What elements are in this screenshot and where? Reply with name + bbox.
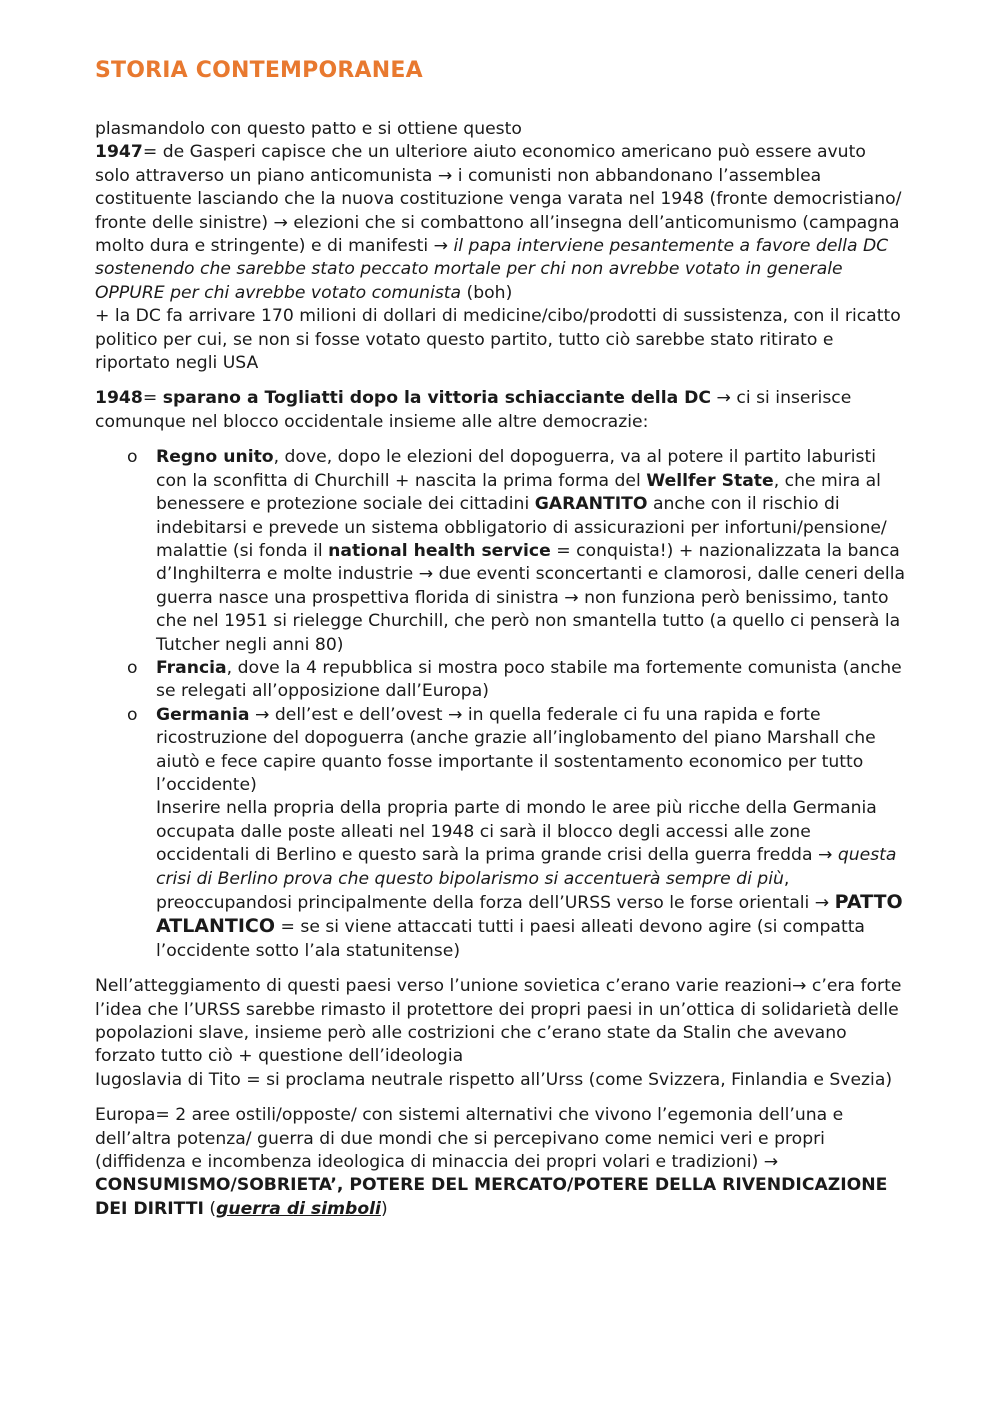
- italic-text: questa crisi di Berlino prova che questo bipolarismo si accentuerà sempre di più: [156, 845, 897, 889]
- text: ci si inserisce comunque nel blocco occidentale insieme alle altre democrazie:: [95, 388, 852, 432]
- paragraph-reazioni: [95, 975, 905, 1092]
- text: in quella federale ci fu una rapida e forte ricostruzione del dopoguerra (anche grazie all’inglobamento del piano Marshall che aiutò e fece capire quanto fosse importante il sostentamento economico per tutto l’occidente): [156, 704, 876, 795]
- text: elezioni che si combattono all’insegna dell’anticomunismo (campagna molto dura e stringente) e di manifesti: [95, 212, 900, 257]
- arrow-icon: →: [716, 388, 731, 409]
- text-block: [156, 797, 905, 963]
- text: Nell’atteggiamento di questi paesi verso l’unione sovietica c’erano varie reazioni: [95, 976, 793, 997]
- list-item-francia: [95, 657, 905, 704]
- bullet-icon: o: [127, 704, 138, 725]
- text: dell’est e dell’ovest: [274, 704, 443, 725]
- paragraph-1948: [95, 387, 905, 434]
- bold-text: national health service: [328, 540, 551, 561]
- text: , dove la 4 repubblica si mostra poco stabile ma fortemente comunista (anche se relegati all’opposizione dall’Europa): [156, 657, 902, 702]
- arrow-icon: →: [564, 587, 579, 608]
- italic-text: il papa interviene pesantemente a favore della DC sostenendo che sarebbe stato peccato mortale per chi non avrebbe votato in generale OPPURE per chi avrebbe votato comunista: [95, 236, 889, 303]
- text: i comunisti non abbandonano l’assemblea costituente lasciando che la nuova costituzione venga varata nel 1948 (fronte democristiano/ fronte delle sinistre): [95, 165, 902, 233]
- document-body: [95, 118, 905, 1233]
- arrow-icon: →: [433, 236, 449, 257]
- arrow-icon: →: [437, 165, 453, 186]
- text: ): [380, 1198, 388, 1219]
- country-list: [95, 446, 905, 963]
- text: =: [142, 388, 163, 409]
- year-1948: 1948: [95, 388, 143, 409]
- bold-text: CONSUMISMO/SOBRIETA’, POTERE DEL MERCATO/POTERE DELLA RIVENDICAZIONE DEI DIRITTI: [95, 1175, 888, 1219]
- arrow-icon: →: [418, 564, 434, 585]
- list-item-germania: [95, 704, 905, 963]
- text: = conquista!) + nazionalizzata la banca d’Inghilterra e molte industrie: [156, 540, 900, 585]
- text: c’era forte l’idea che l’URSS sarebbe rimasto il protettore dei propri paesi in un’ottica di solidarietà delle popolazioni slave, insieme però alle costrizioni che c’erano state da Stalin che avevano forzato tutto ciò + questione dell’ideologia: [95, 976, 902, 1067]
- text: Iugoslavia di Tito = si proclama neutrale rispetto all’Urss (come Svizzera, Finlandia e Svezia): [95, 1069, 893, 1090]
- text: Inserire nella propria della propria parte di mondo le aree più ricche della Germania occupata dalle poste alleati nel 1948 ci sarà il blocco degli accessi alle zone occidentali di Berlino e questo sarà la prima grande crisi della guerra fredda: [156, 798, 877, 866]
- arrow-icon: →: [763, 1152, 779, 1173]
- text: , preoccupandosi principalmente della forza dell’URSS verso le forse orientali: [156, 868, 810, 913]
- bold-text: Wellfer State: [646, 470, 774, 491]
- list-item-regno-unito: [95, 446, 905, 657]
- arrow-icon: →: [817, 845, 833, 866]
- bullet-icon: o: [127, 447, 138, 468]
- italic-text: guerra di simboli: [216, 1198, 381, 1219]
- arrow-icon: →: [254, 704, 270, 725]
- bullet-icon: o: [127, 657, 138, 678]
- text: anche con il rischio di indebitarsi e prevede un sistema obbligatorio di assicurazioni per infortuni/pensione/ malattie (si fonda il: [156, 494, 887, 561]
- intro-line: plasmandolo con questo patto e si ottiene questo: [95, 119, 522, 139]
- bold-italic-underlined-text: [216, 1199, 381, 1219]
- arrow-icon: →: [792, 976, 807, 997]
- text: , che mira al benessere e protezione sociale dei cittadini: [156, 470, 881, 515]
- text: (boh): [466, 282, 513, 303]
- patto-atlantico-heading: PATTO ATLANTICO: [156, 891, 903, 938]
- bold-text: GARANTITO: [534, 494, 648, 515]
- text: non funziona però benissimo, tanto che nel 1951 si rielegge Churchill, che però non smantella tutto (a quello ci penserà la Tutcher negli anni 80): [156, 587, 901, 655]
- bold-text: Regno unito: [156, 447, 274, 468]
- page-title: STORIA CONTEMPORANEA: [95, 58, 423, 83]
- bold-text: Francia: [156, 657, 227, 678]
- text: , dove, dopo le elezioni del dopoguerra, va al potere il partito laburisti con la sconfitta di Churchill + nascita la prima forma del: [156, 447, 876, 491]
- bold-text: Germania: [156, 704, 250, 725]
- text: (: [203, 1198, 217, 1219]
- bold-text: sparano a Togliatti dopo la vittoria schiacciante della DC: [162, 388, 712, 409]
- text: Europa= 2 aree ostili/opposte/ con sistemi alternativi che vivono l’egemonia dell’una e dell’altra potenza/ guerra di due mondi che si percepivano come nemici veri e propri (diffidenza e incombenza ideologica di minaccia dei propri volari e tradizioni): [95, 1105, 844, 1173]
- text: due eventi sconcertanti e clamorosi, dalle ceneri della guerra nasce una prospettiva florida di sinistra: [156, 564, 905, 608]
- paragraph-1947: [95, 118, 905, 375]
- text: = de Gasperi capisce che un ulteriore aiuto economico americano può essere avuto solo attraverso un piano anticomunista: [95, 142, 866, 186]
- year-1947: 1947: [95, 142, 143, 163]
- arrow-icon: →: [814, 893, 830, 913]
- text: = se si viene attaccati tutti i paesi alleati devono agire (si compatta l’occidente sotto l’ala statunitense): [156, 917, 865, 961]
- arrow-icon: →: [273, 212, 288, 233]
- paragraph-europa: [95, 1104, 905, 1221]
- arrow-icon: →: [448, 704, 463, 725]
- text: + la DC fa arrivare 170 milioni di dollari di medicine/cibo/prodotti di sussistenza, con il ricatto politico per cui, se non si fosse votato questo partito, tutto ciò sarebbe stato ritirato e riportato negli USA: [95, 306, 901, 374]
